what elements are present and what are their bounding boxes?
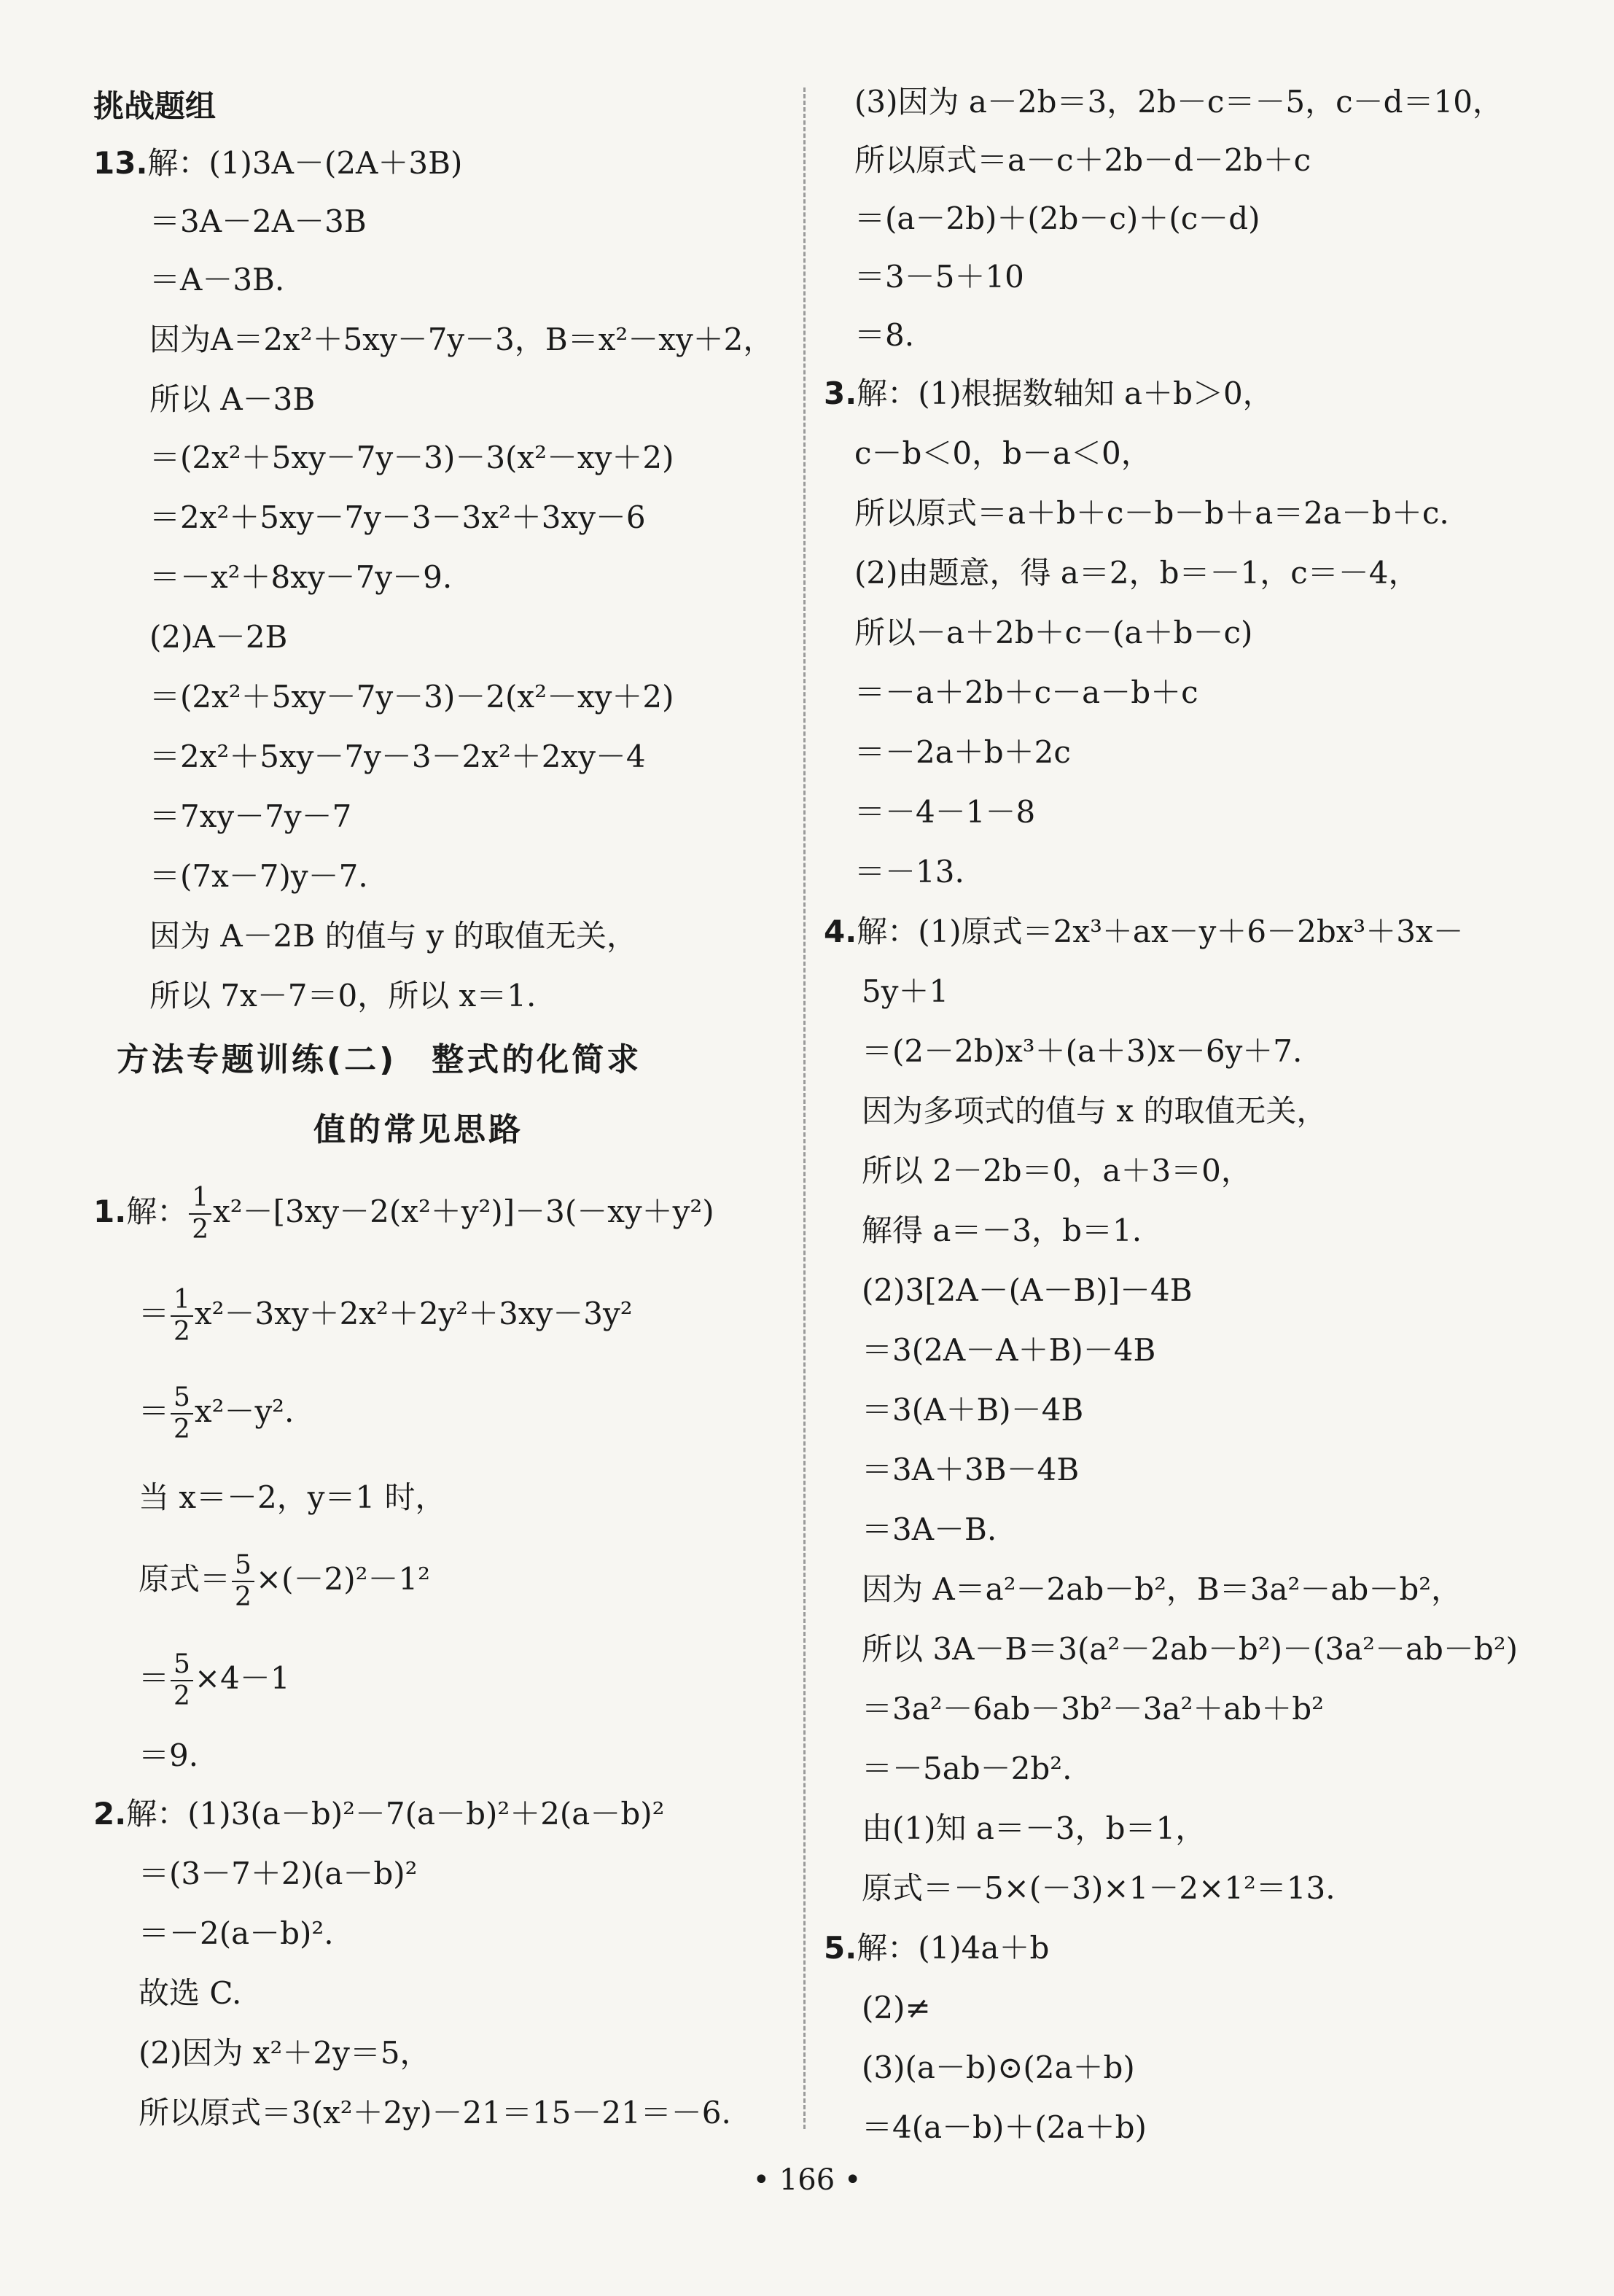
step-prefix: ＝	[139, 1660, 170, 1696]
solution-step: ＝(3－7＋2)(a－b)²	[139, 1856, 418, 1891]
method-title-line2: 值的常见思路	[313, 1111, 523, 1148]
problem-text: 解：(1)4a＋b	[857, 1930, 1050, 1966]
fraction-numerator: 1	[171, 1285, 193, 1317]
solution-step: ＝2x²＋5xy－7y－3－3x²＋3xy－6	[149, 499, 646, 535]
fraction	[171, 1382, 193, 1445]
solution-step: ＝－13.	[854, 854, 964, 890]
problem-number: 2.	[93, 1796, 127, 1832]
solution-step	[139, 1642, 290, 1715]
solution-step: (3)因为 a－2b＝3，2b－c＝－5，c－d＝10，	[854, 84, 1503, 120]
solution-step: 所以 3A－B＝3(a²－2ab－b²)－(3a²－ab－b²)	[862, 1631, 1519, 1667]
step-text: ×4－1	[194, 1660, 290, 1696]
fraction-numerator: 5	[171, 1382, 193, 1414]
solution-step: 当 x＝－2，y＝1 时，	[139, 1479, 446, 1515]
solution-step: 所以 7x－7＝0，所以 x＝1.	[149, 978, 537, 1013]
fraction	[171, 1285, 193, 1347]
fraction-denominator: 2	[174, 1414, 190, 1444]
solution-step: 因为 A－2B 的值与 y 的取值无关，	[149, 918, 638, 954]
solution-step: c－b＜0，b－a＜0，	[854, 435, 1152, 471]
solution-step: ＝A－3B.	[149, 262, 285, 297]
solution-step: 原式＝－5×(－3)×1－2×1²＝13.	[862, 1870, 1336, 1906]
solution-step: 所以原式＝a＋b＋c－b－b＋a＝2a－b＋c.	[854, 495, 1449, 531]
fraction-numerator: 5	[171, 1649, 193, 1681]
problem-text: x²－[3xy－2(x²＋y²)]－3(－xy＋y²)	[213, 1194, 714, 1229]
solution-step: ＝－x²＋8xy－7y－9.	[149, 559, 453, 595]
problem-number: 13.	[93, 145, 148, 181]
solution-step: ＝(2－2b)x³＋(a＋3)x－6y＋7.	[862, 1033, 1303, 1069]
solution-step	[139, 1277, 633, 1350]
fraction-denominator: 2	[192, 1215, 209, 1245]
solution-step: ＝3－5＋10	[854, 259, 1024, 295]
section-heading: 挑战题组	[93, 88, 217, 124]
problem-13-header	[93, 143, 462, 184]
solution-step: ＝(a－2b)＋(2b－c)＋(c－d)	[854, 201, 1260, 236]
solution-step: ＝3(A＋B)－4B	[862, 1392, 1084, 1428]
problem-text: 解：(1)原式＝2x³＋ax－y＋6－2bx³＋3x－	[857, 914, 1464, 949]
step-text: x²－y².	[194, 1393, 295, 1429]
solution-step: ＝(2x²＋5xy－7y－3)－2(x²－xy＋2)	[149, 679, 674, 715]
fraction-numerator: 5	[232, 1550, 254, 1582]
page-number: • 166 •	[752, 2163, 862, 2197]
solution-step: (2)由题意，得 a＝2，b＝－1，c＝－4，	[854, 555, 1419, 591]
solution-step: 由(1)知 a＝－3，b＝1，	[862, 1810, 1206, 1846]
fraction	[171, 1649, 193, 1712]
solution-step: ＝－5ab－2b².	[862, 1751, 1072, 1786]
solution-step: 因为A＝2x²＋5xy－7y－3，B＝x²－xy＋2，	[149, 322, 774, 357]
problem-text-prefix: 解：	[126, 1194, 188, 1229]
solution-step: ＝(7x－7)y－7.	[149, 858, 368, 894]
solution-step: 所以 2－2b＝0，a＋3＝0，	[862, 1153, 1252, 1188]
problem-4-header	[824, 911, 1464, 952]
problem-2-header	[93, 1794, 664, 1834]
solution-step: ＝3a²－6ab－3b²－3a²＋ab＋b²	[862, 1691, 1324, 1727]
solution-step: ＝(2x²＋5xy－7y－3)－3(x²－xy＋2)	[149, 440, 674, 475]
step-text: ×(－2)²－1²	[255, 1561, 431, 1597]
problem-number: 4.	[824, 914, 857, 949]
step-prefix: ＝	[139, 1393, 170, 1429]
solution-step: ＝－2a＋b＋2c	[854, 734, 1071, 770]
solution-step: ＝－4－1－8	[854, 794, 1036, 830]
solution-step: 故选 C.	[139, 1975, 242, 2011]
solution-step: 所以原式＝3(x²＋2y)－21＝15－21＝－6.	[139, 2095, 731, 2130]
solution-step: ＝3(2A－A＋B)－4B	[862, 1332, 1156, 1368]
solution-step: (2)因为 x²＋2y＝5，	[139, 2035, 431, 2071]
step-prefix: 原式＝	[139, 1561, 231, 1597]
problem-3-header	[824, 373, 1274, 414]
problem-number: 1.	[93, 1194, 127, 1229]
solution-step: ＝7xy－7y－7	[149, 798, 352, 834]
problem-1-header	[93, 1175, 714, 1248]
fraction-denominator: 2	[174, 1317, 190, 1347]
solution-step: 所以－a＋2b＋c－(a＋b－c)	[854, 615, 1253, 650]
fraction-numerator: 1	[189, 1183, 211, 1215]
solution-step: (2)A－2B	[149, 619, 288, 655]
solution-step: 解得 a＝－3，b＝1.	[862, 1213, 1142, 1248]
solution-step: ＝－2(a－b)².	[139, 1915, 334, 1951]
solution-step: 所以 A－3B	[149, 381, 316, 417]
solution-step: ＝4(a－b)＋(2a＋b)	[862, 2109, 1147, 2145]
step-prefix: ＝	[139, 1296, 170, 1331]
solution-step: ＝9.	[139, 1737, 199, 1773]
fraction-denominator: 2	[235, 1582, 252, 1612]
solution-step	[139, 1375, 294, 1448]
problem-text: 解：(1)根据数轴知 a＋b＞0，	[857, 375, 1274, 411]
step-text: x²－3xy＋2x²＋2y²＋3xy－3y²	[194, 1296, 633, 1331]
solution-step: (3)(a－b)⊙(2a＋b)	[862, 2050, 1135, 2085]
problem-text: 解：(1)3A－(2A＋3B)	[147, 145, 463, 181]
problem-text: 解：(1)3(a－b)²－7(a－b)²＋2(a－b)²	[126, 1796, 665, 1832]
solution-step: 5y＋1	[862, 973, 949, 1009]
solution-step: ＝8.	[854, 317, 915, 353]
problem-5-header	[824, 1928, 1049, 1969]
solution-step	[139, 1543, 430, 1616]
solution-step: ＝3A－B.	[862, 1511, 997, 1547]
solution-step: (2)≠	[862, 1990, 931, 2025]
problem-number: 5.	[824, 1930, 857, 1966]
solution-step: 因为多项式的值与 x 的取值无关，	[862, 1093, 1328, 1129]
solution-step: ＝－a＋2b＋c－a－b＋c	[854, 674, 1198, 710]
fraction	[189, 1183, 211, 1245]
solution-step: 因为 A＝a²－2ab－b²，B＝3a²－ab－b²，	[862, 1571, 1462, 1607]
fraction	[232, 1550, 254, 1613]
solution-step: ＝2x²＋5xy－7y－3－2x²＋2xy－4	[149, 739, 646, 774]
method-title: 方法专题训练(二) 整式的化简求	[117, 1041, 642, 1078]
solution-step: (2)3[2A－(A－B)]－4B	[862, 1272, 1193, 1308]
column-divider	[803, 87, 806, 2129]
solution-step: ＝3A＋3B－4B	[862, 1452, 1080, 1487]
solution-step: 所以原式＝a－c＋2b－d－2b＋c	[854, 142, 1311, 178]
solution-step: ＝3A－2A－3B	[149, 203, 367, 239]
fraction-denominator: 2	[174, 1681, 190, 1711]
problem-number: 3.	[824, 375, 857, 411]
